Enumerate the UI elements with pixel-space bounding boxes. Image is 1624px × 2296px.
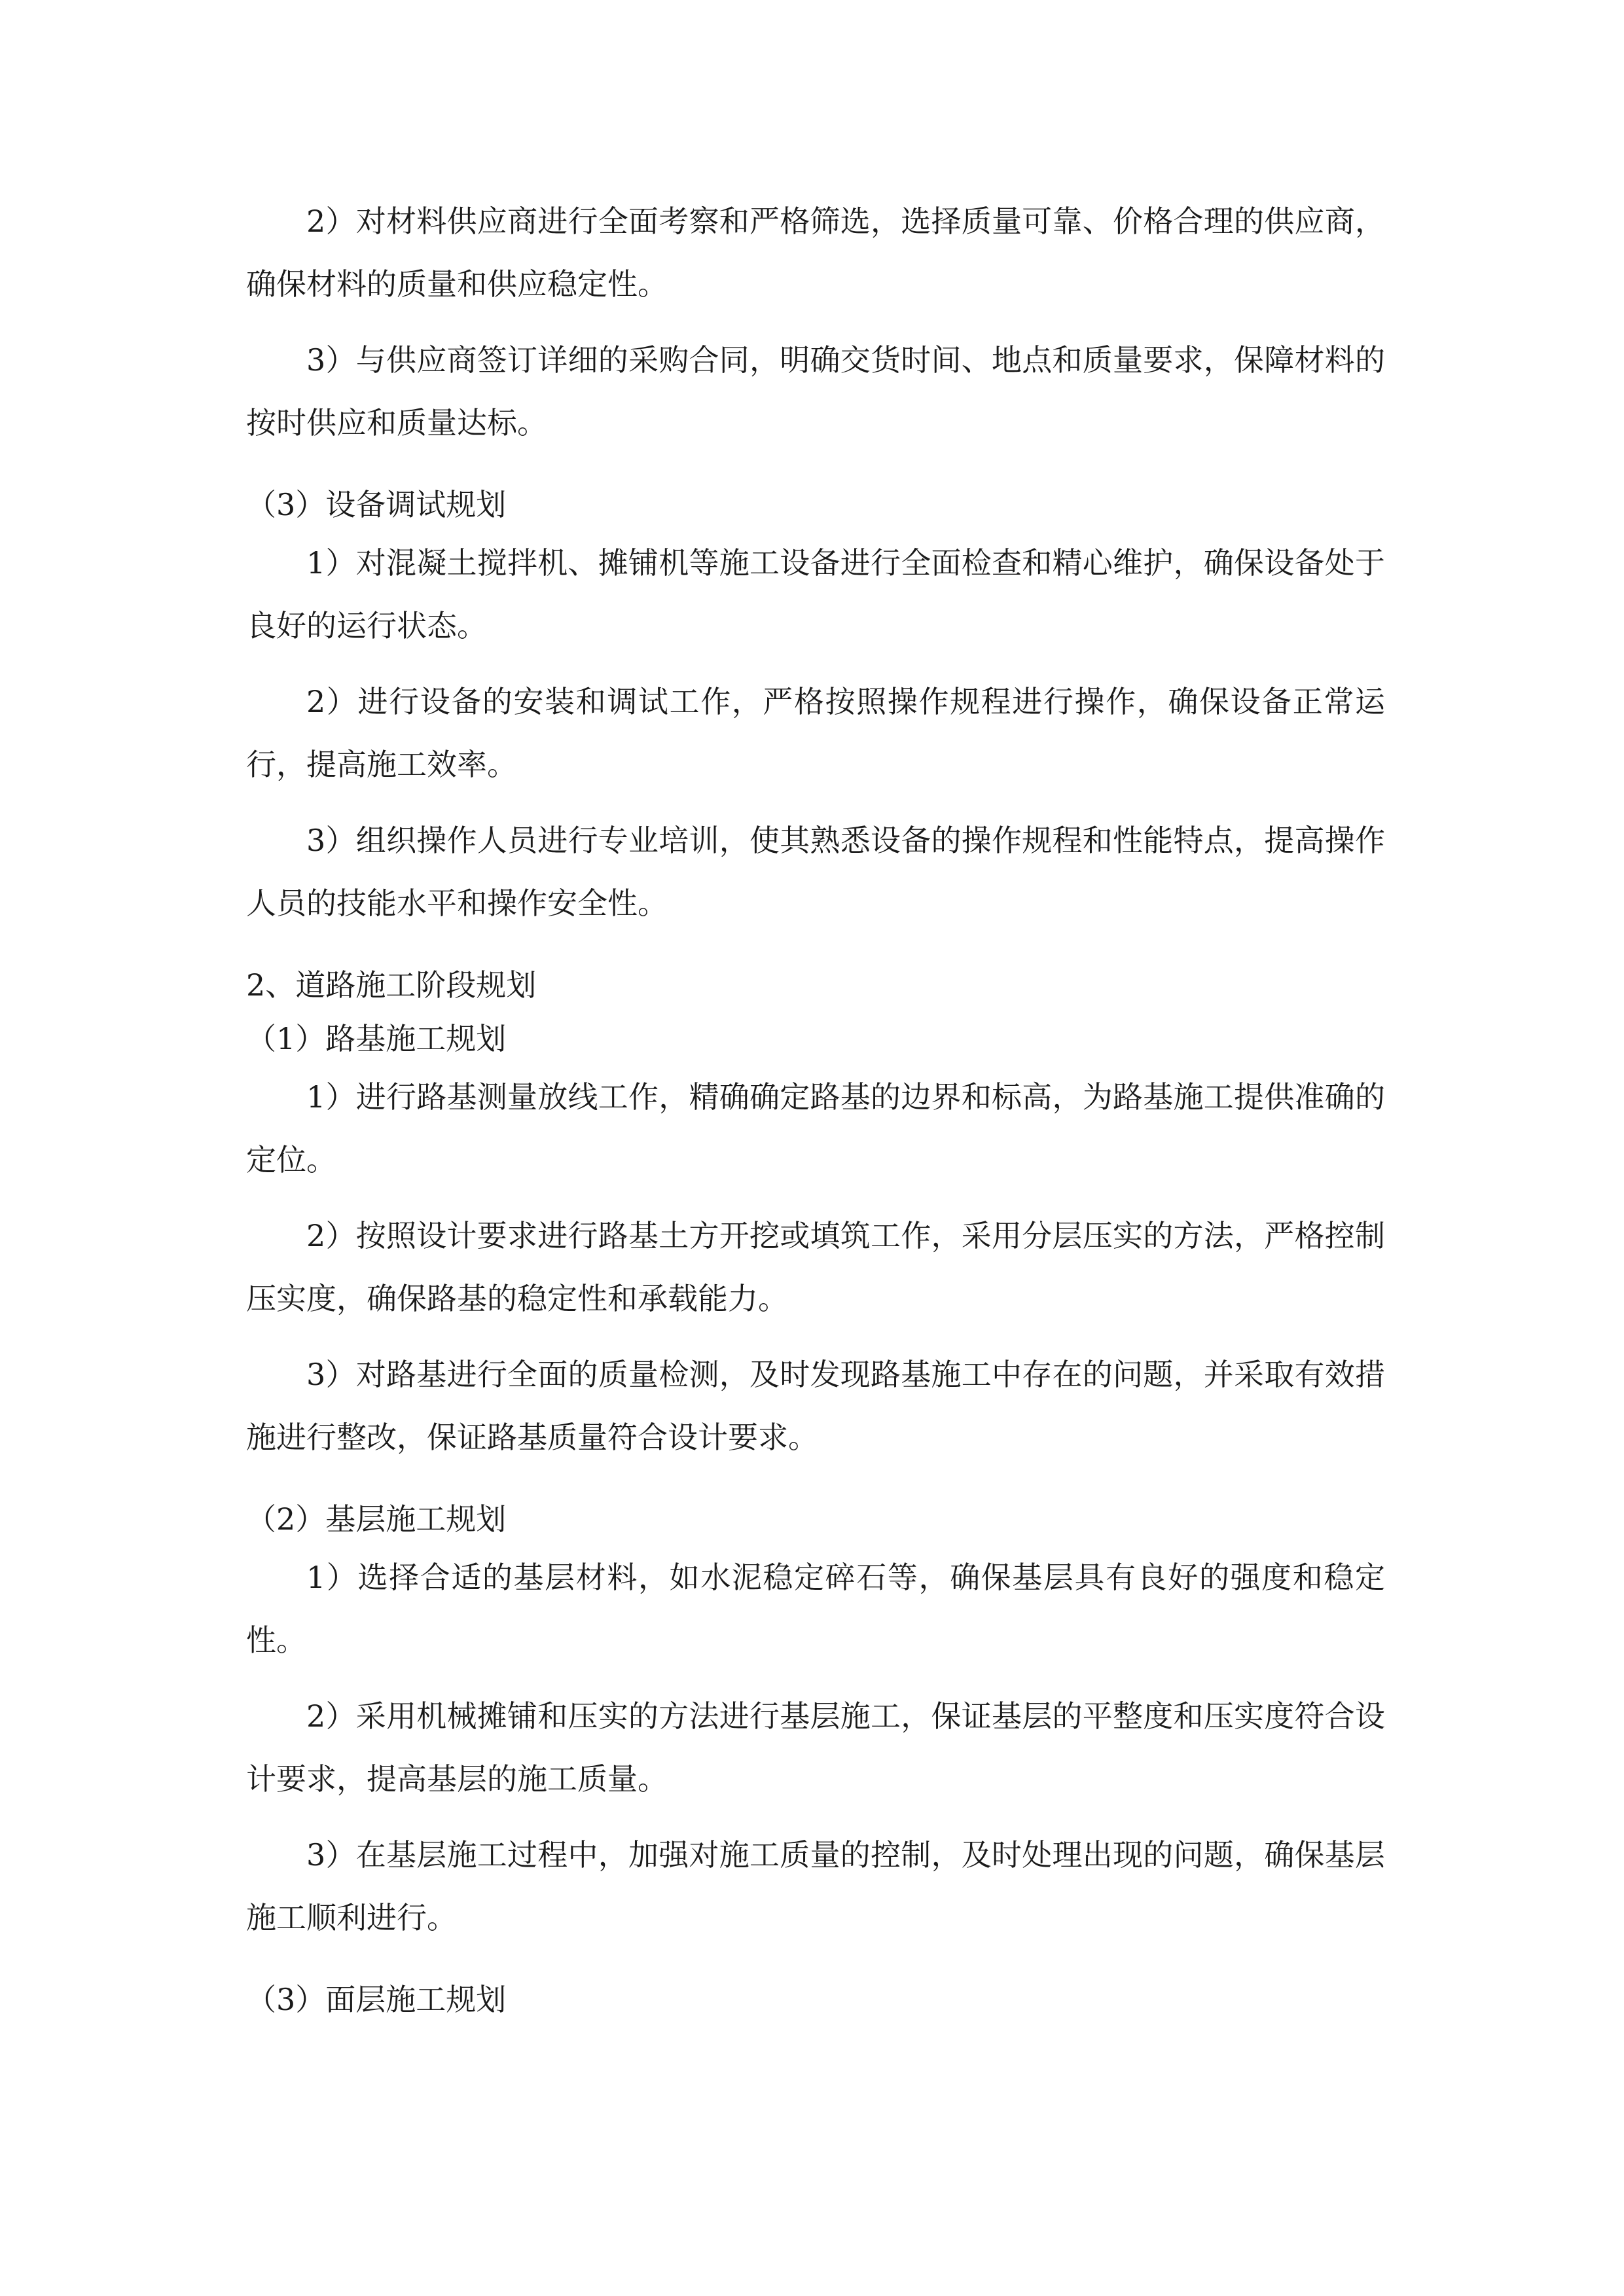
- heading-subgrade-plan: （1）路基施工规划: [246, 1021, 507, 1056]
- heading-equipment-debugging: （3）设备调试规划: [246, 487, 507, 522]
- heading-surface-course-plan: （3）面层施工规划: [246, 1982, 507, 2017]
- heading-road-construction-stage: 2、道路施工阶段规划: [246, 967, 537, 1003]
- paragraph-supplier-screening: 2）对材料供应商进行全面考察和严格筛选，选择质量可靠、价格合理的供应商，确保材料的质量和供应稳定性。: [246, 204, 1385, 302]
- paragraph-base-paving: 2）采用机械摊铺和压实的方法进行基层施工，保证基层的平整度和压实度符合设计要求，提高基层的施工质量。: [246, 1698, 1385, 1797]
- paragraph-base-quality-control: 3）在基层施工过程中，加强对施工质量的控制，及时处理出现的问题，确保基层施工顺利进行。: [246, 1837, 1385, 1935]
- paragraph-equipment-installation: 2）进行设备的安装和调试工作，严格按照操作规程进行操作，确保设备正常运行，提高施工效率。: [246, 684, 1385, 782]
- paragraph-subgrade-inspection: 3）对路基进行全面的质量检测，及时发现路基施工中存在的问题，并采取有效措施进行整改，保证路基质量符合设计要求。: [246, 1357, 1385, 1455]
- paragraph-purchase-contract: 3）与供应商签订详细的采购合同，明确交货时间、地点和质量要求，保障材料的按时供应和质量达标。: [246, 342, 1385, 440]
- document-page: [246, 190, 1385, 2026]
- heading-base-course-plan: （2）基层施工规划: [246, 1501, 507, 1537]
- paragraph-subgrade-survey: 1）进行路基测量放线工作，精确确定路基的边界和标高，为路基施工提供准确的定位。: [246, 1079, 1385, 1177]
- paragraph-base-material: 1）选择合适的基层材料，如水泥稳定碎石等，确保基层具有良好的强度和稳定性。: [246, 1560, 1385, 1658]
- paragraph-subgrade-earthwork: 2）按照设计要求进行路基土方开挖或填筑工作，采用分层压实的方法，严格控制压实度，确保路基的稳定性和承载能力。: [246, 1218, 1385, 1316]
- paragraph-operator-training: 3）组织操作人员进行专业培训，使其熟悉设备的操作规程和性能特点，提高操作人员的技能水平和操作安全性。: [246, 823, 1385, 921]
- paragraph-equipment-inspection: 1）对混凝土搅拌机、摊铺机等施工设备进行全面检查和精心维护，确保设备处于良好的运行状态。: [246, 545, 1385, 643]
